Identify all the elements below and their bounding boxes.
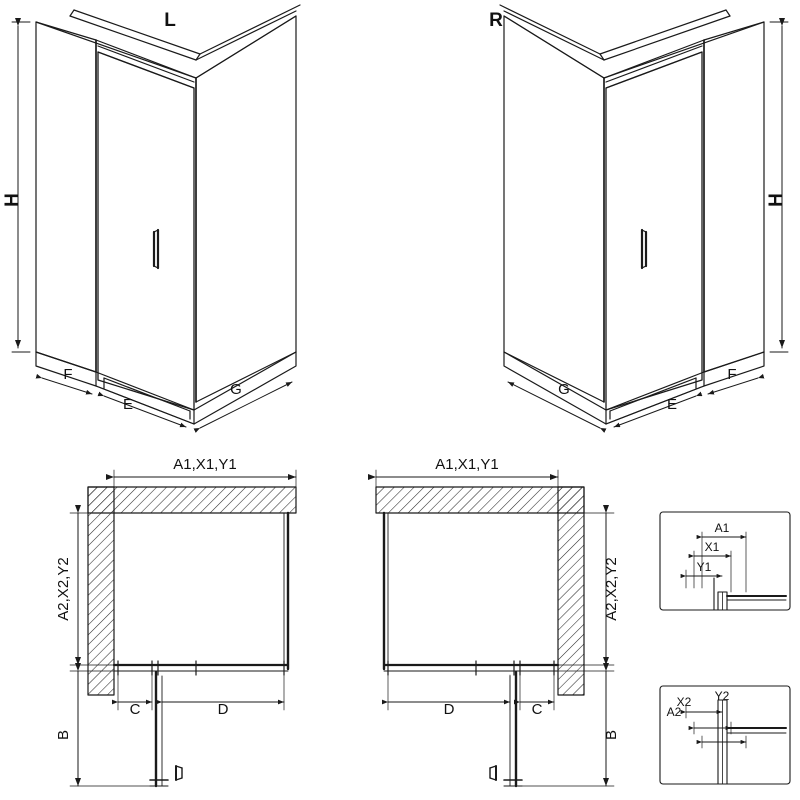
label-plan-right-seg-c: C <box>531 701 543 718</box>
label-detail-bottom-y2: Y2 <box>714 689 730 703</box>
label-iso-left-height: H <box>2 193 23 207</box>
label-variant-right: R <box>489 10 503 31</box>
label-plan-left-seg-c: C <box>129 701 141 718</box>
plan-view-left <box>70 470 296 786</box>
label-iso-right-height: H <box>766 193 787 207</box>
label-detail-bottom-x2: X2 <box>676 695 692 709</box>
plan-view-right <box>376 470 614 786</box>
label-plan-left-swing-dim: B <box>55 729 72 741</box>
label-plan-left-seg-d: D <box>217 701 229 718</box>
label-plan-left-top-dim: A1,X1,Y1 <box>173 456 237 473</box>
label-plan-right-top-dim: A1,X1,Y1 <box>435 456 499 473</box>
label-variant-left: L <box>164 10 176 31</box>
label-detail-top-x1: X1 <box>704 540 720 554</box>
label-iso-right-depth: F <box>727 366 737 383</box>
label-plan-right-side-dim: A2,X2,Y2 <box>603 557 620 621</box>
iso-view-right <box>500 5 788 428</box>
label-iso-right-door: E <box>666 396 678 413</box>
label-plan-left-side-dim: A2,X2,Y2 <box>55 557 72 621</box>
label-detail-top-y1: Y1 <box>696 560 712 574</box>
label-iso-left-door: E <box>122 396 134 413</box>
iso-view-left <box>12 5 300 428</box>
label-iso-left-depth: F <box>63 366 73 383</box>
label-detail-top-a1: A1 <box>714 521 730 535</box>
label-iso-right-panel: G <box>558 381 570 398</box>
label-detail-bottom-a2: A2 <box>666 705 682 719</box>
label-plan-right-swing-dim: B <box>603 729 620 741</box>
label-iso-left-panel: G <box>230 381 242 398</box>
label-plan-right-seg-d: D <box>443 701 455 718</box>
